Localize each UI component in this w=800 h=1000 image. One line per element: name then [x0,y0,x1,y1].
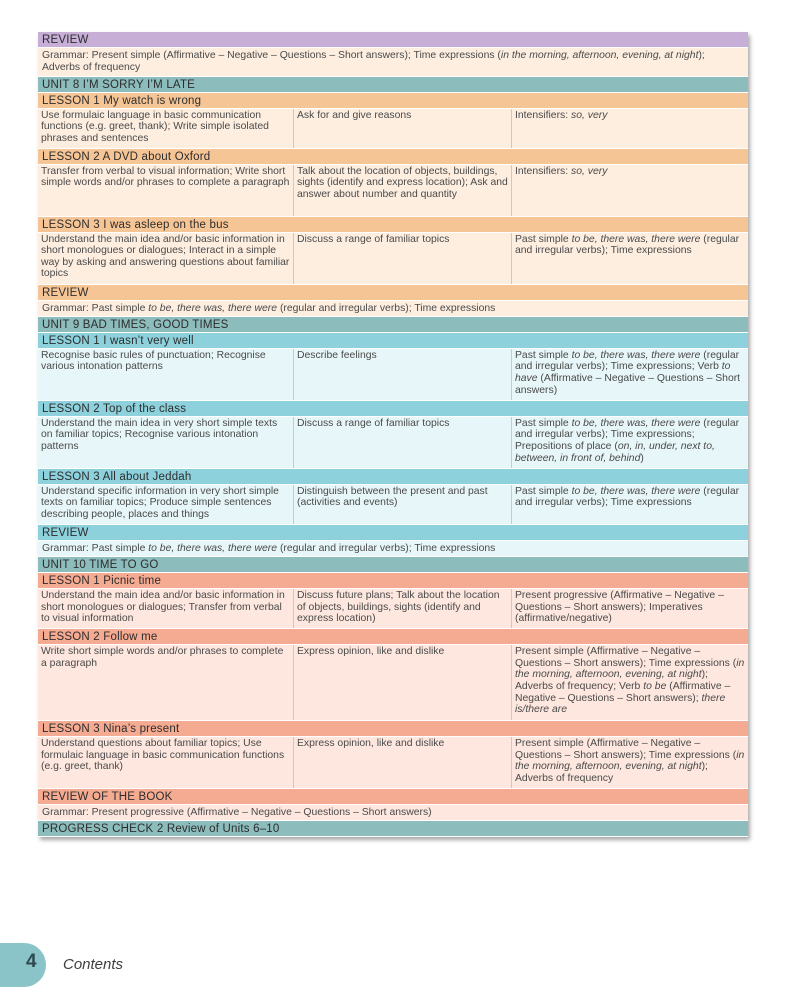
functions-cell: Express opinion, like and dislike [294,737,512,788]
section-header: UNIT 10 TIME TO GO [38,557,748,573]
lesson-row [38,109,748,149]
section-header: LESSON 2 Follow me [38,629,748,645]
functions-cell: Discuss a range of familiar topics [294,233,512,284]
section-header: LESSON 3 All about Jeddah [38,469,748,485]
lesson-row [38,349,748,401]
grammar-cell: Past simple to be, there was, there were (regular and irregular verbs); Time expressions [515,233,740,257]
lesson-row [38,485,748,525]
grammar-cell: Past simple to be, there was, there were (regular and irregular verbs); Time expressions [515,485,740,509]
section-header: LESSON 2 Top of the class [38,401,748,417]
grammar-cell: Intensifiers: so, very [515,165,608,177]
functions-cell: Ask for and give reasons [294,109,512,148]
section-header: LESSON 3 I was asleep on the bus [38,217,748,233]
functions-cell: Discuss a range of familiar topics [294,417,512,468]
page-label: Contents [63,956,124,973]
grammar-summary: Grammar: Past simple to be, there was, there were (regular and irregular verbs); Time expressions [38,301,748,317]
skills-cell: Understand the main idea in very short simple texts on familiar topics; Recognise various intonation patterns [38,417,294,468]
section-header: PROGRESS CHECK 2 Review of Units 6–10 [38,821,748,837]
functions-cell: Describe feelings [294,349,512,400]
lesson-row [38,417,748,469]
functions-cell: Discuss future plans; Talk about the location of objects, buildings, sights (identify and express location) [294,589,512,628]
lesson-row [38,589,748,629]
skills-cell: Use formulaic language in basic communication functions (e.g. greet, thank); Write simple isolated phrases and sentences [38,109,294,148]
lesson-row [38,645,748,721]
skills-cell: Transfer from verbal to visual information; Write short simple words and/or phrases to complete a paragraph [38,165,294,216]
section-header: REVIEW [38,285,748,301]
skills-cell: Understand specific information in very short simple texts on familiar topics; Produce simple sentences describing people, places and things [38,485,294,524]
section-header: REVIEW [38,525,748,541]
section-header: LESSON 2 A DVD about Oxford [38,149,748,165]
page-number: 4 [26,951,37,972]
lesson-row [38,165,748,217]
grammar-cell: Past simple to be, there was, there were (regular and irregular verbs); Time expressions; Prepositions of place (on, in, under, next to, between, in front of, behind) [515,417,740,464]
skills-cell: Recognise basic rules of punctuation; Recognise various intonation patterns [38,349,294,400]
functions-cell: Express opinion, like and dislike [294,645,512,720]
lesson-row [38,233,748,285]
grammar-cell: Present simple (Affirmative – Negative – Questions – Short answers); Time expressions (in the morning, afternoon, evening, at night); Adverbs of frequency; Verb to be (Affirmative – Negative – Questions – Short answers); there is/there are [515,646,745,716]
section-header: LESSON 1 Picnic time [38,573,748,589]
skills-cell: Write short simple words and/or phrases to complete a paragraph [38,645,294,720]
contents-table [38,32,748,837]
grammar-summary: Grammar: Past simple to be, there was, there were (regular and irregular verbs); Time expressions [38,541,748,557]
section-header: UNIT 8 I’M SORRY I’M LATE [38,77,748,93]
skills-cell: Understand the main idea and/or basic information in short monologues or dialogues; Interact in a simple way by asking and answering questions about familiar topics [38,233,294,284]
section-header: REVIEW OF THE BOOK [38,789,748,805]
functions-cell: Distinguish between the present and past (activities and events) [294,485,512,524]
grammar-summary: Grammar: Present simple (Affirmative – Negative – Questions – Short answers); Time expressions (in the morning, afternoon, evening, at night); Adverbs of frequency [38,48,748,77]
section-header: UNIT 9 BAD TIMES, GOOD TIMES [38,317,748,333]
grammar-cell: Past simple to be, there was, there were (regular and irregular verbs); Time expressions; Verb to have (Affirmative – Negative – Questions – Short answers) [515,349,741,396]
section-header: LESSON 1 I wasn’t very well [38,333,748,349]
section-header: LESSON 1 My watch is wrong [38,93,748,109]
section-header: REVIEW [38,32,748,48]
skills-cell: Understand questions about familiar topics; Use formulaic language in basic communication functions (e.g. greet, thank) [38,737,294,788]
grammar-cell: Present progressive (Affirmative – Negative – Questions – Short answers); Imperatives (affirmative/negative) [515,590,724,625]
grammar-summary: Grammar: Present progressive (Affirmative – Negative – Questions – Short answers) [38,805,748,821]
lesson-row [38,737,748,789]
section-header: LESSON 3 Nina’s present [38,721,748,737]
page-number-tab [0,943,46,987]
grammar-cell: Present simple (Affirmative – Negative – Questions – Short answers); Time expressions (in the morning, afternoon, evening, at night); Adverbs of frequency [515,738,745,784]
grammar-cell: Intensifiers: so, very [515,109,608,121]
functions-cell: Talk about the location of objects, buildings, sights (identify and express location); Ask and answer about number and quantity [294,165,512,216]
skills-cell: Understand the main idea and/or basic information in short monologues or dialogues; Transfer from verbal to visual information [38,589,294,628]
